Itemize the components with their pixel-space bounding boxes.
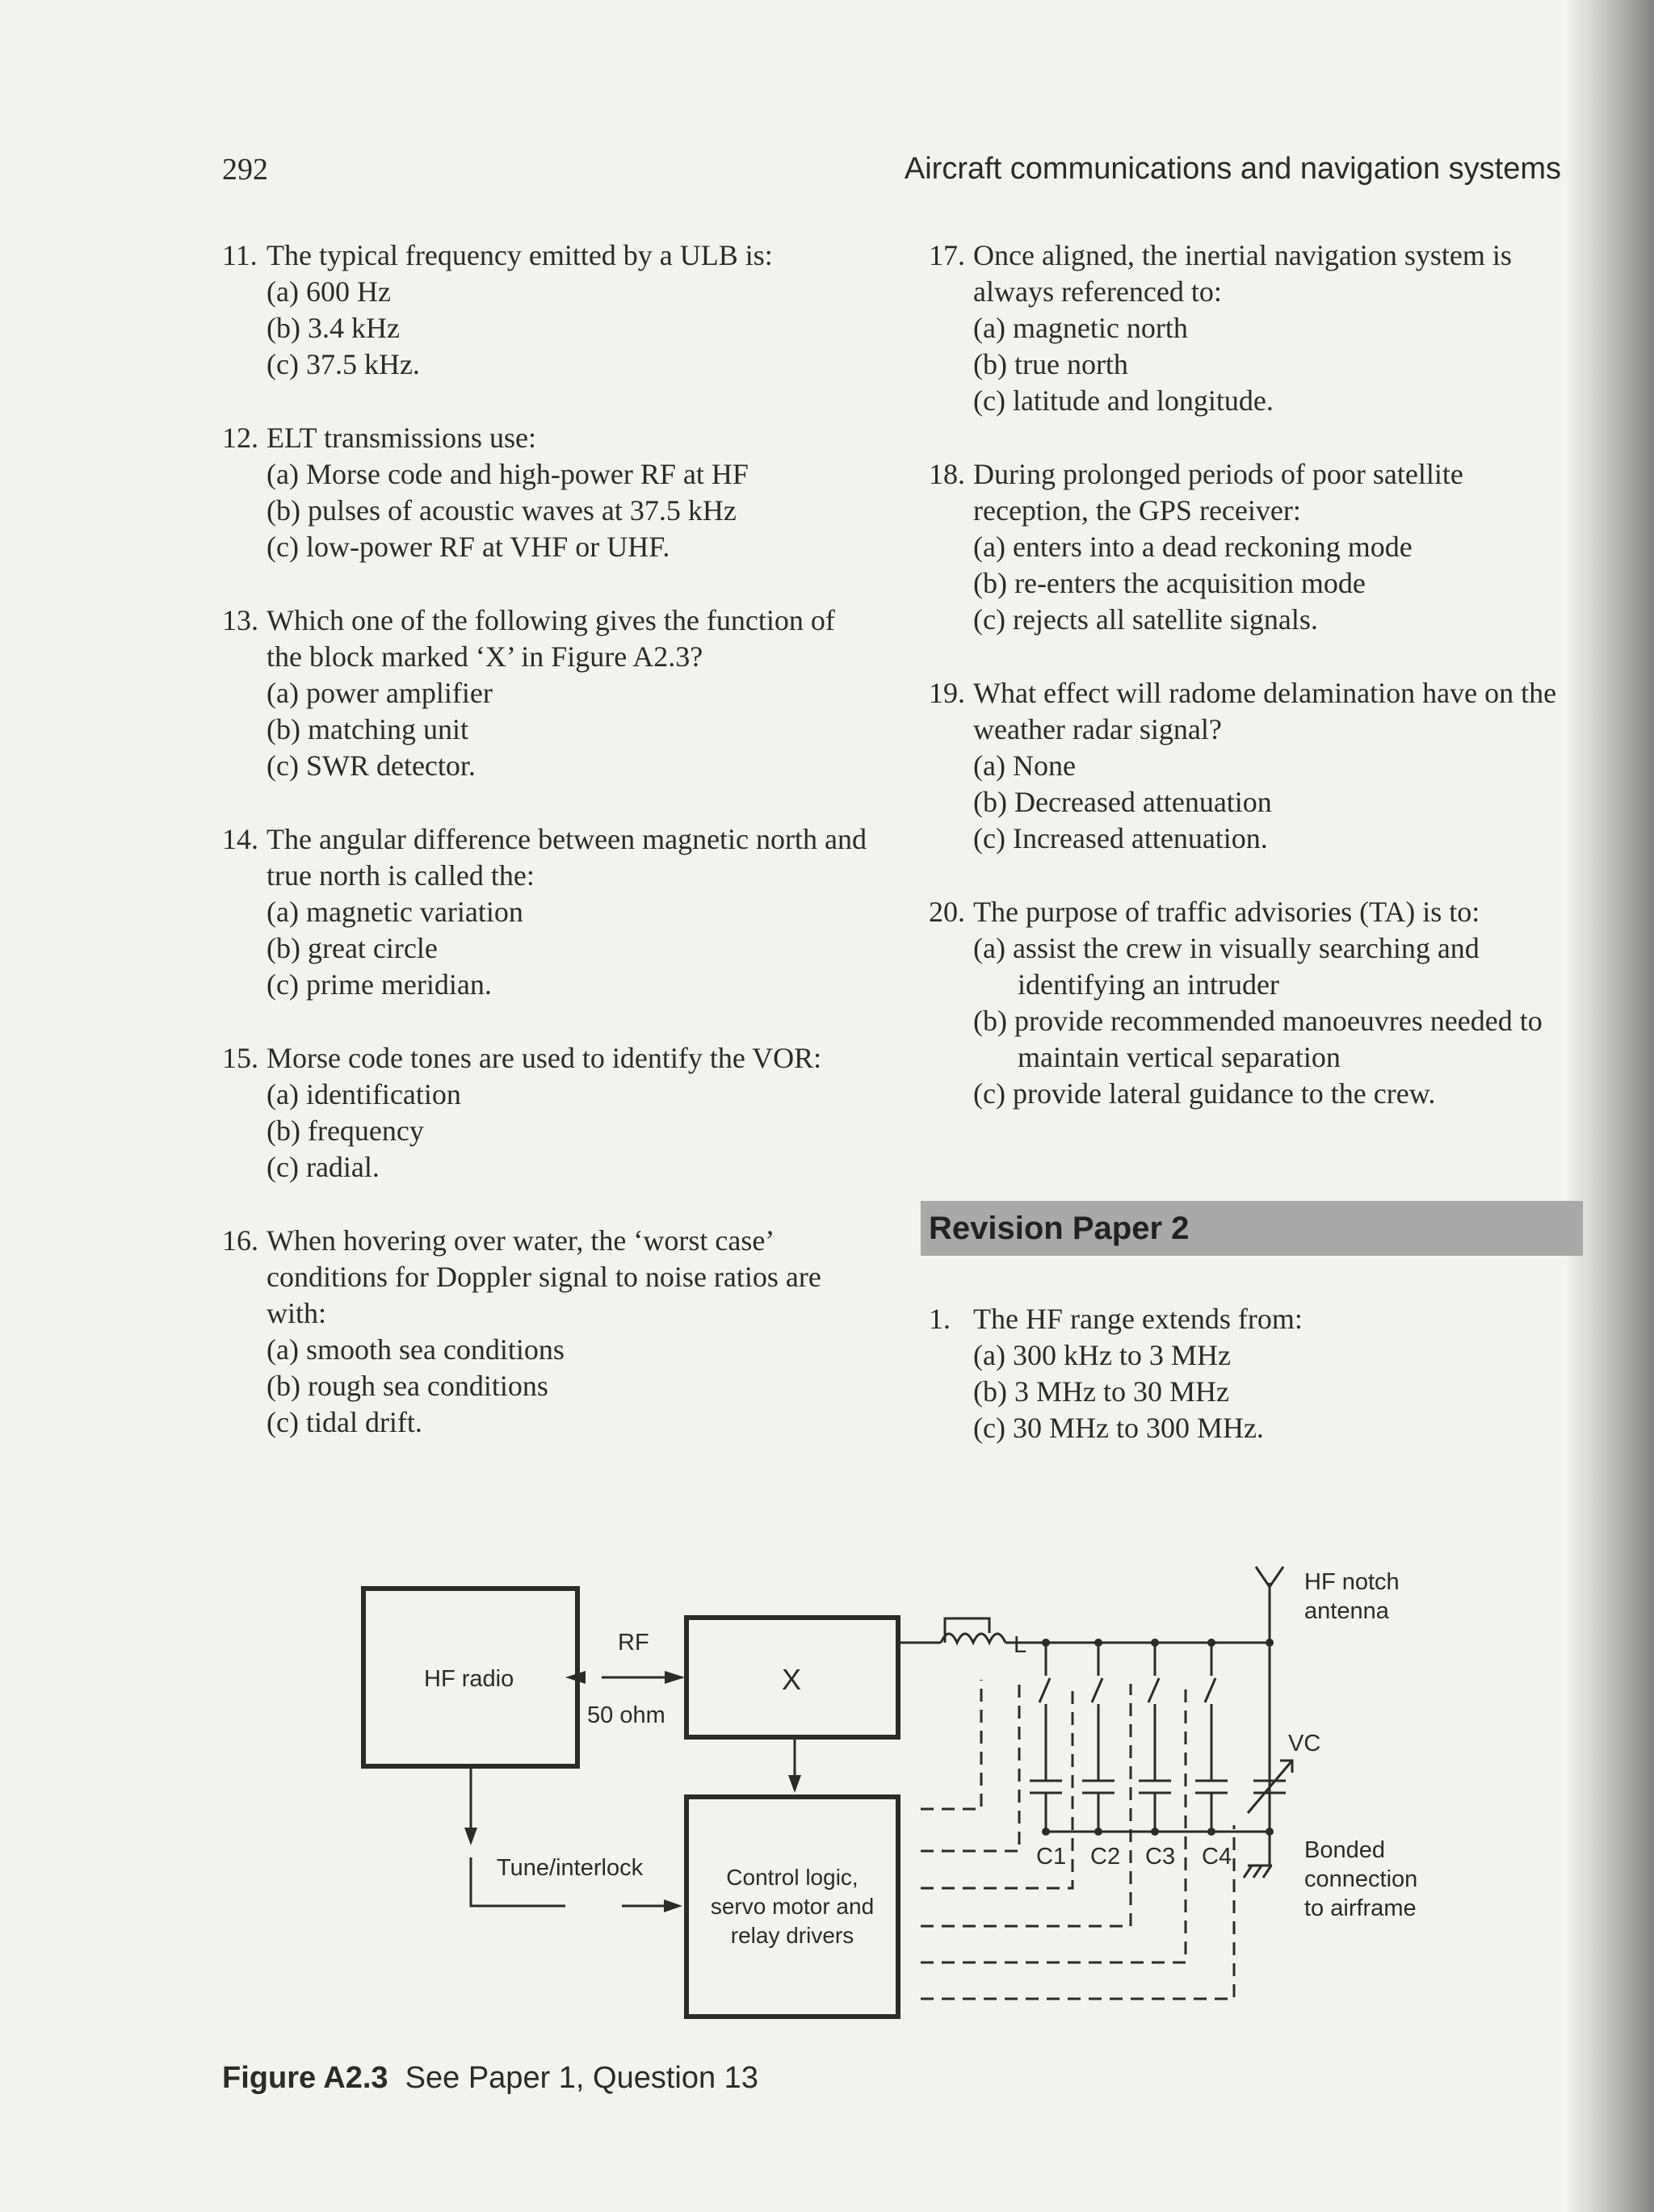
- antenna-label-line-2: antenna: [1304, 1598, 1389, 1624]
- answer-option: (b) true north: [973, 348, 1128, 380]
- inductor-l: [941, 1634, 1005, 1643]
- answer-option: (a) magnetic north: [973, 312, 1188, 344]
- bonded-label-line-2: connection: [1304, 1866, 1418, 1892]
- figure-caption-text: See Paper 1, Question 13: [405, 2061, 758, 2095]
- inductor-label: L: [1014, 1632, 1027, 1658]
- x-block-label: X: [782, 1663, 802, 1696]
- question-number: 14.: [222, 823, 258, 855]
- answer-option: (a) None: [973, 749, 1076, 782]
- question-text: Once aligned, the inertial navigation system is always referenced to:: [973, 239, 1512, 308]
- control-label-line-1: Control logic,: [726, 1865, 858, 1890]
- question-number: 19.: [929, 677, 965, 709]
- question-number: 17.: [929, 239, 965, 271]
- question-text: During prolonged periods of poor satellite reception, the GPS receiver:: [973, 458, 1463, 527]
- answer-option: (b) 3 MHz to 30 MHz: [973, 1375, 1229, 1408]
- answer-option: (a) magnetic variation: [267, 896, 523, 928]
- question-number: 20.: [929, 896, 965, 928]
- answer-option: (a) 600 Hz: [267, 275, 391, 308]
- question-number: 11.: [222, 239, 258, 271]
- control-label-line-2: servo motor and: [710, 1894, 875, 1919]
- answer-option: (c) 30 MHz to 300 MHz.: [973, 1412, 1264, 1444]
- hf-radio-label: HF radio: [424, 1666, 514, 1692]
- answer-option: (c) SWR detector.: [267, 749, 476, 782]
- figure-caption: [222, 2061, 758, 2096]
- question-text: ELT transmissions use:: [267, 422, 537, 454]
- question-number: 16.: [222, 1224, 258, 1257]
- tune-interlock-label: Tune/interlock: [497, 1855, 644, 1881]
- antenna-label-line-1: HF notch: [1304, 1569, 1400, 1595]
- answer-option: (c) rejects all satellite signals.: [973, 603, 1318, 636]
- vc-label: VC: [1288, 1731, 1321, 1757]
- question-text: The typical frequency emitted by a ULB is:: [267, 239, 773, 271]
- question-text: The HF range extends from:: [973, 1303, 1303, 1335]
- question-number: 1.: [929, 1303, 951, 1335]
- answer-option: (b) rough sea conditions: [267, 1370, 548, 1402]
- page-number: 292: [222, 153, 268, 187]
- capacitor-label-c1: C1: [1036, 1844, 1067, 1870]
- answer-option: (a) enters into a dead reckoning mode: [973, 531, 1413, 563]
- answer-option: (c) low-power RF at VHF or UHF.: [267, 531, 670, 563]
- answer-option: (b) pulses of acoustic waves at 37.5 kHz: [267, 494, 737, 527]
- answer-option: (b) provide recommended manoeuvres needed to maintain vertical separation: [973, 1005, 1543, 1073]
- answer-option: (a) assist the crew in visually searching and identifying an intruder: [973, 932, 1480, 1001]
- answer-option: (b) 3.4 kHz: [267, 312, 400, 344]
- answer-option: (a) 300 kHz to 3 MHz: [973, 1339, 1231, 1371]
- capacitor-label-c4: C4: [1202, 1844, 1232, 1870]
- bonded-label-line-1: Bonded: [1304, 1837, 1385, 1863]
- answer-option: (c) radial.: [267, 1151, 380, 1183]
- answer-option: (a) power amplifier: [267, 677, 493, 709]
- answer-option: (b) re-enters the acquisition mode: [973, 567, 1366, 599]
- question-number: 18.: [929, 458, 965, 490]
- question-text: The angular difference between magnetic north and true north is called the:: [267, 823, 867, 892]
- question-text: What effect will radome delamination have on the weather radar signal?: [973, 677, 1557, 745]
- answer-option: (a) Morse code and high-power RF at HF: [267, 458, 749, 490]
- answer-option: (c) Increased attenuation.: [973, 822, 1268, 854]
- question-number: 13.: [222, 604, 258, 636]
- answer-option: (c) latitude and longitude.: [973, 384, 1274, 417]
- answer-option: (c) prime meridian.: [267, 968, 492, 1001]
- figure-label: Figure A2.3: [222, 2061, 388, 2095]
- answer-option: (a) identification: [267, 1078, 461, 1110]
- answer-option: (b) great circle: [267, 932, 438, 964]
- rf-label: RF: [618, 1630, 649, 1656]
- capacitor-label-c2: C2: [1090, 1844, 1121, 1870]
- question-text: Morse code tones are used to identify the VOR:: [267, 1042, 822, 1074]
- answer-option: (b) Decreased attenuation: [973, 786, 1272, 818]
- impedance-label: 50 ohm: [587, 1702, 665, 1728]
- bonded-label-line-3: to airframe: [1304, 1895, 1417, 1921]
- control-label-line-3: relay drivers: [730, 1923, 854, 1948]
- answer-option: (b) frequency: [267, 1114, 424, 1147]
- question-text: The purpose of traffic advisories (TA) is to:: [973, 896, 1480, 928]
- answer-option: (c) tidal drift.: [267, 1406, 422, 1438]
- answer-option: (a) smooth sea conditions: [267, 1333, 565, 1366]
- capacitor-label-c3: C3: [1145, 1844, 1176, 1870]
- question-text: When hovering over water, the ‘worst case’ conditions for Doppler signal to noise ratios are with:: [267, 1224, 821, 1329]
- answer-option: (c) provide lateral guidance to the crew.: [973, 1077, 1436, 1110]
- answer-option: (b) matching unit: [267, 713, 468, 745]
- question-text: Which one of the following gives the function of the block marked ‘X’ in Figure A2.3?: [267, 604, 835, 673]
- question-number: 15.: [222, 1042, 258, 1074]
- running-title: Aircraft communications and navigation systems: [904, 152, 1561, 186]
- answer-option: (c) 37.5 kHz.: [267, 348, 420, 380]
- question-number: 12.: [222, 422, 258, 454]
- revision-paper-heading: Revision Paper 2: [921, 1201, 1583, 1256]
